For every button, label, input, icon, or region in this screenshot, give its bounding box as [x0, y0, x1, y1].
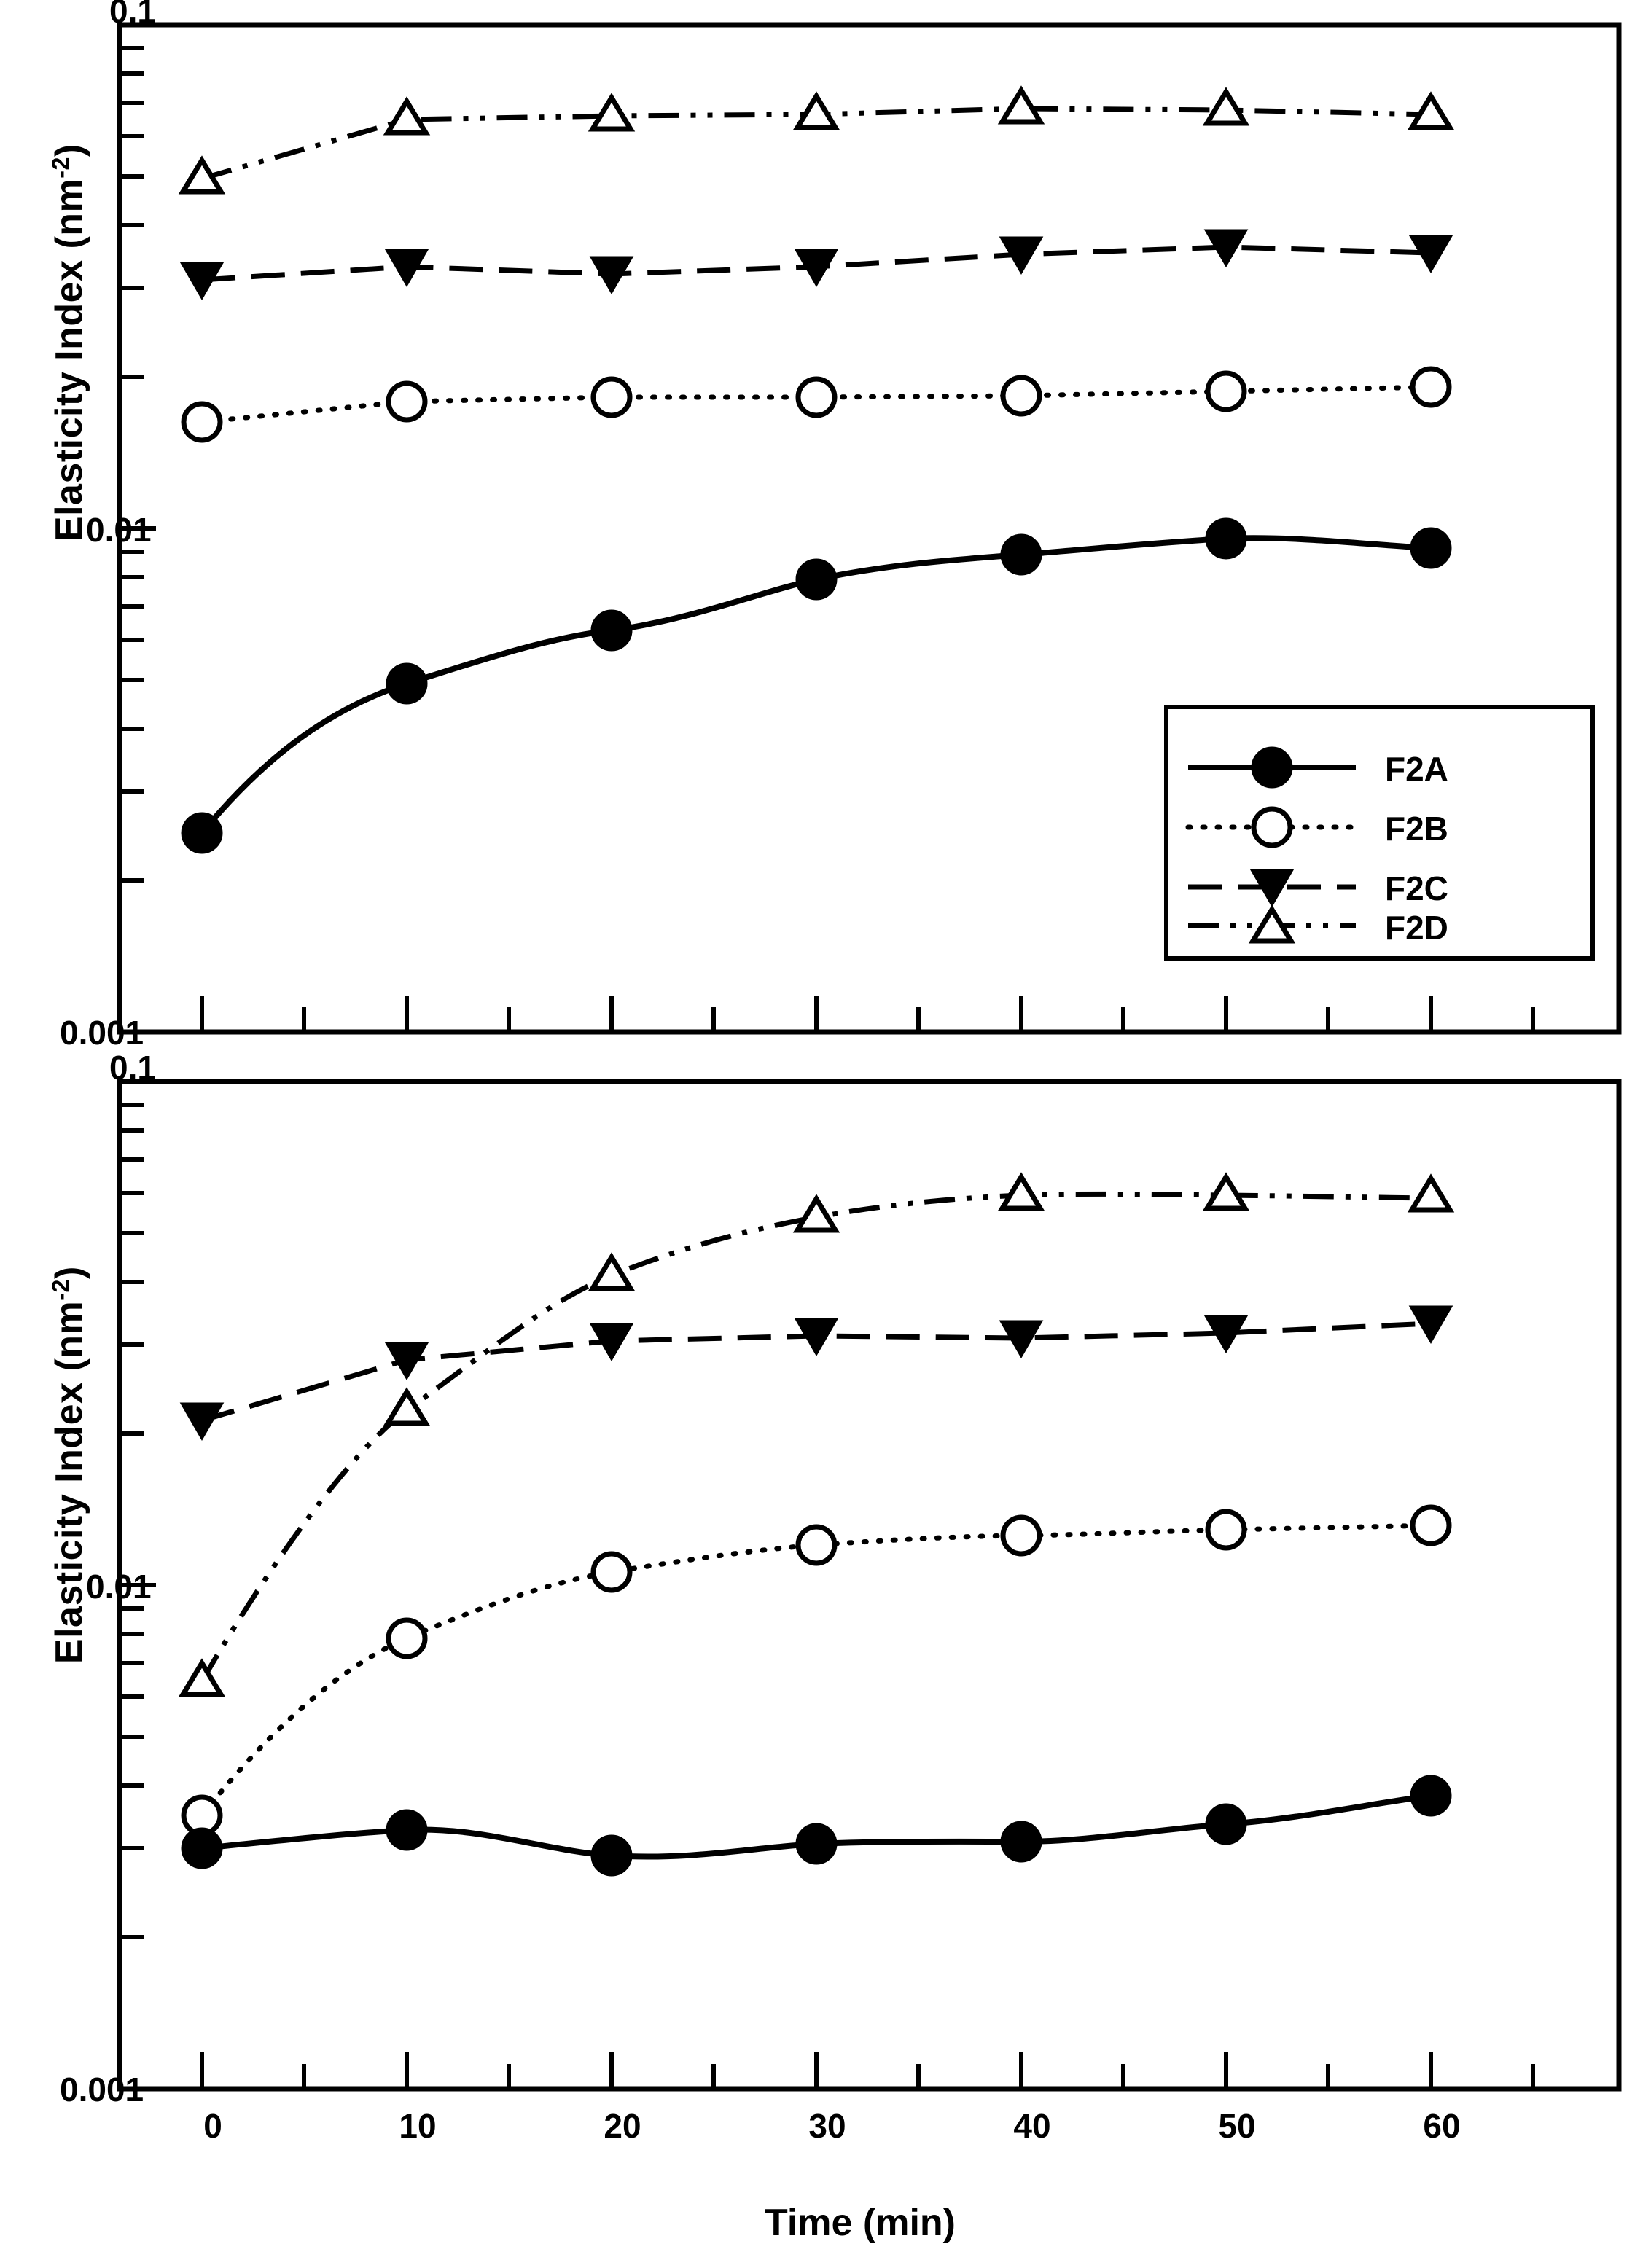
- y-axis-title-text: Elasticity Index (nm: [48, 178, 91, 542]
- y-axis-title-superscript: -2: [47, 1279, 74, 1301]
- bottom-panel-x-ticks: [202, 2052, 1533, 2089]
- y-axis-title-text: Elasticity Index (nm: [48, 1300, 91, 1665]
- series-f2a-bottom: [183, 1777, 1450, 1874]
- legend-label-f2d: F2D: [1385, 909, 1448, 947]
- bottom-y-ticklabel-0.1: 0.1: [109, 1049, 156, 1087]
- x-ticklabel-10: 10: [399, 2107, 437, 2145]
- x-ticklabel-20: 20: [604, 2107, 641, 2145]
- x-ticklabel-40: 40: [1013, 2107, 1051, 2145]
- x-ticklabel-50: 50: [1218, 2107, 1256, 2145]
- series-f2b-top: [184, 369, 1449, 440]
- bottom-y-ticklabel-0.001: 0.001: [60, 2070, 144, 2108]
- series-f2c-top: [183, 231, 1450, 297]
- top-y-ticklabel-0.001: 0.001: [60, 1014, 144, 1052]
- chart-panel-top: [117, 22, 1622, 1035]
- legend-label-f2c: F2C: [1385, 869, 1448, 907]
- legend-label-f2b: F2B: [1385, 810, 1448, 848]
- chart-panel-bottom: [117, 1079, 1622, 2092]
- y-axis-title-close: ): [48, 144, 91, 157]
- bottom-panel-frame: [120, 1082, 1619, 2089]
- top-y-ticklabel-0.01: 0.01: [86, 511, 152, 549]
- top-y-ticklabel-0.1: 0.1: [109, 0, 156, 30]
- x-axis-title: Time (min): [765, 2202, 956, 2244]
- y-axis-title-superscript: -2: [47, 157, 74, 179]
- x-ticklabel-0: 0: [203, 2107, 222, 2145]
- x-ticklabel-30: 30: [808, 2107, 846, 2145]
- x-ticklabel-60: 60: [1423, 2107, 1461, 2145]
- series-f2d-bottom: [183, 1177, 1450, 1694]
- legend-top: [1166, 707, 1593, 958]
- y-axis-title-top: [47, 87, 91, 598]
- legend-label-f2a: F2A: [1385, 750, 1448, 788]
- top-panel-x-ticks: [202, 996, 1533, 1032]
- y-axis-title-bottom: [47, 1210, 91, 1720]
- series-f2b-bottom: [184, 1507, 1449, 1834]
- series-f2c-bottom: [183, 1307, 1450, 1437]
- bottom-y-ticklabel-0.01: 0.01: [86, 1568, 152, 1606]
- bottom-panel-svg: [117, 1079, 1622, 2092]
- series-f2d-top: [183, 90, 1450, 192]
- y-axis-title-close: ): [48, 1266, 91, 1280]
